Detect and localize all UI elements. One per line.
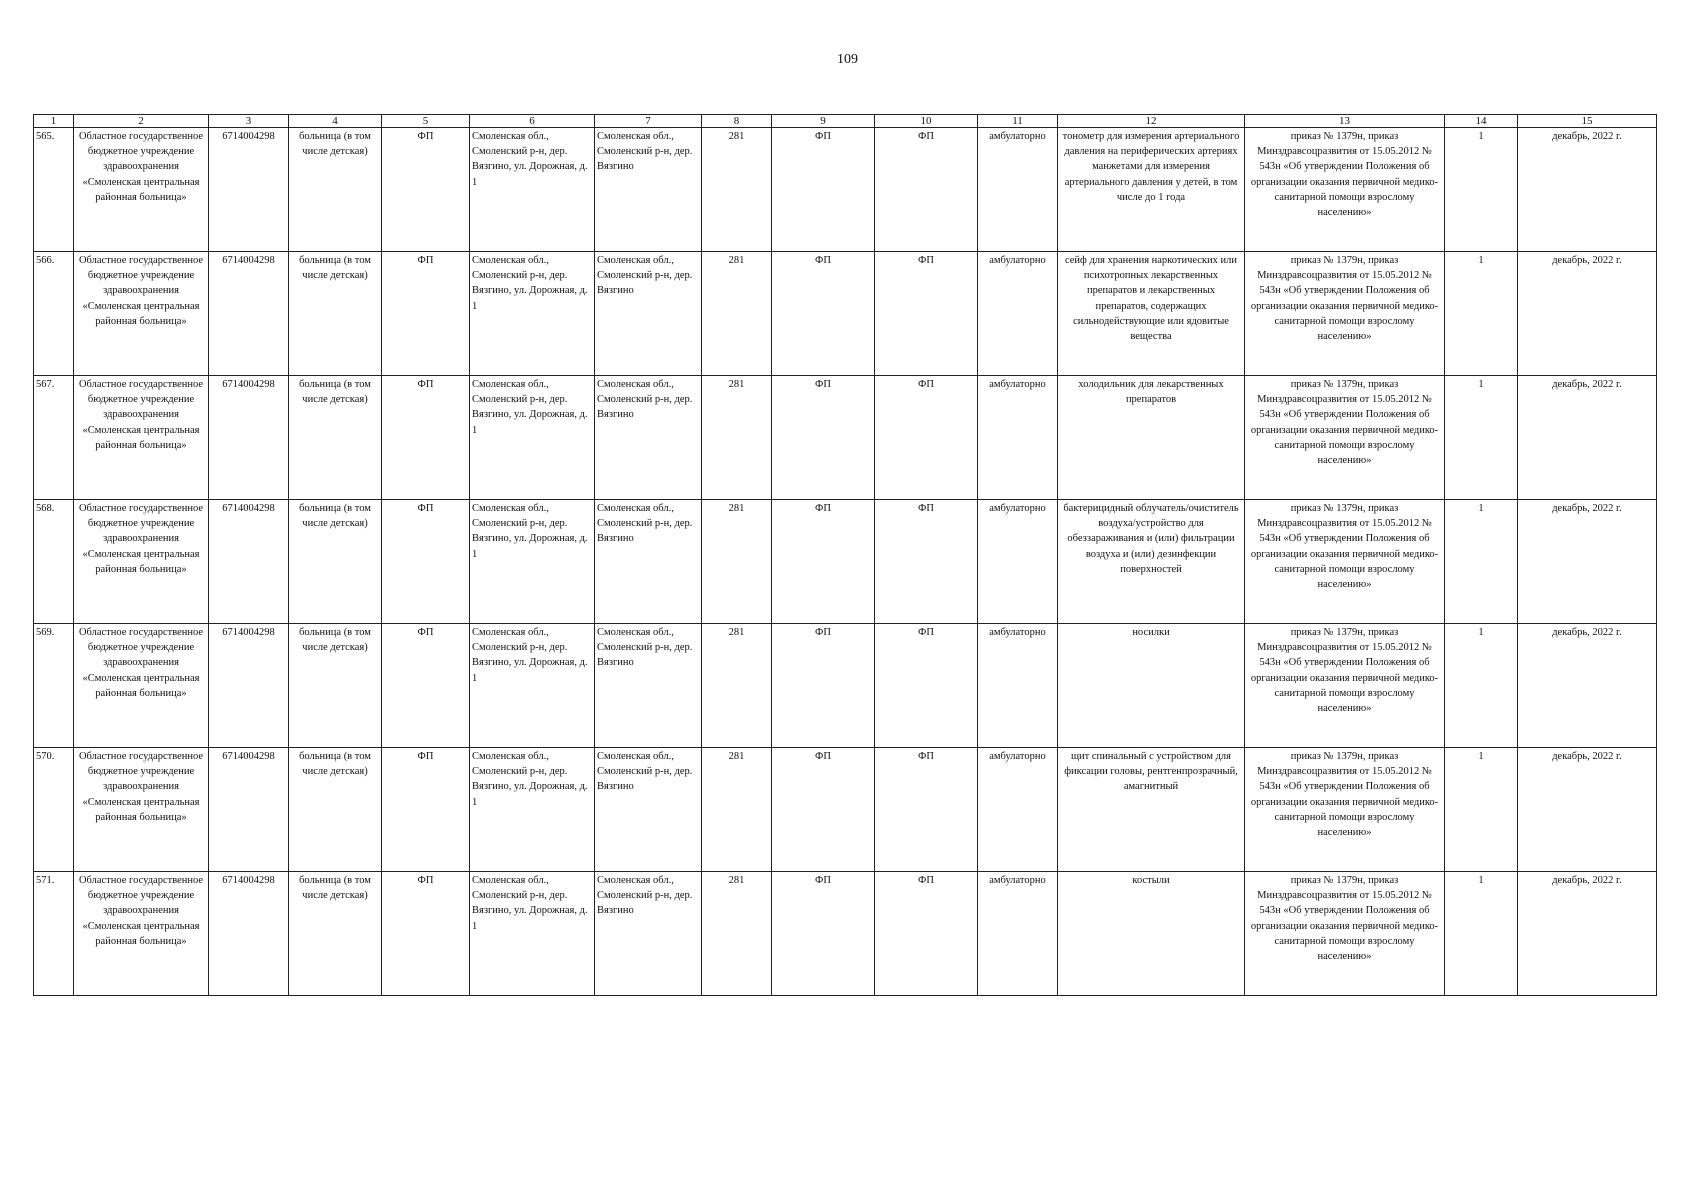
facility-type: больница (в том числе детская) [289, 500, 382, 624]
quantity: 1 [1445, 624, 1518, 748]
facility-address: Смоленская обл., Смоленский р-н, дер. Вязгино, ул. Дорожная, д. 1 [470, 128, 595, 252]
row-number: 571. [34, 872, 74, 996]
table-row [34, 500, 1657, 624]
care-condition: амбулаторно [978, 624, 1058, 748]
column-header: 4 [289, 115, 382, 128]
inn-code: 6714004298 [209, 872, 289, 996]
care-condition: амбулаторно [978, 748, 1058, 872]
inn-code: 6714004298 [209, 500, 289, 624]
unit-type: ФП [382, 624, 470, 748]
organization-name: Областное государственное бюджетное учреждение здравоохранения «Смоленская центральная районная больница» [74, 500, 209, 624]
equipment-name: костыли [1058, 872, 1245, 996]
inn-code: 6714004298 [209, 128, 289, 252]
facility-address: Смоленская обл., Смоленский р-н, дер. Вязгино, ул. Дорожная, д. 1 [470, 500, 595, 624]
locality: Смоленская обл., Смоленский р-н, дер. Вязгино [595, 128, 702, 252]
locality: Смоленская обл., Смоленский р-н, дер. Вязгино [595, 624, 702, 748]
care-condition: амбулаторно [978, 872, 1058, 996]
unit-type: ФП [382, 748, 470, 872]
equipment-name: холодильник для лекарственных препаратов [1058, 376, 1245, 500]
regulatory-order: приказ № 1379н, приказ Минздравсоцразвития от 15.05.2012 № 543н «Об утверждении Положения об организации оказания первичной медико-санитарной помощи взрослому населению» [1245, 500, 1445, 624]
table-row [34, 748, 1657, 872]
table-row [34, 252, 1657, 376]
equipment-name: тонометр для измерения артериального давления на периферических артериях манжетами для измерения артериального давления у детей, в том числе до 1 года [1058, 128, 1245, 252]
delivery-date: декабрь, 2022 г. [1518, 128, 1657, 252]
locality: Смоленская обл., Смоленский р-н, дер. Вязгино [595, 252, 702, 376]
facility-type: больница (в том числе детская) [289, 128, 382, 252]
unit-type-2: ФП [772, 252, 875, 376]
code-value: 281 [702, 500, 772, 624]
code-value: 281 [702, 128, 772, 252]
column-header: 10 [875, 115, 978, 128]
row-number: 567. [34, 376, 74, 500]
code-value: 281 [702, 624, 772, 748]
inn-code: 6714004298 [209, 624, 289, 748]
unit-type: ФП [382, 376, 470, 500]
facility-address: Смоленская обл., Смоленский р-н, дер. Вязгино, ул. Дорожная, д. 1 [470, 252, 595, 376]
regulatory-order: приказ № 1379н, приказ Минздравсоцразвития от 15.05.2012 № 543н «Об утверждении Положения об организации оказания первичной медико-санитарной помощи взрослому населению» [1245, 376, 1445, 500]
organization-name: Областное государственное бюджетное учреждение здравоохранения «Смоленская центральная районная больница» [74, 748, 209, 872]
organization-name: Областное государственное бюджетное учреждение здравоохранения «Смоленская центральная районная больница» [74, 128, 209, 252]
unit-type-2: ФП [772, 748, 875, 872]
equipment-registry-table [33, 114, 1657, 996]
unit-type-2: ФП [772, 500, 875, 624]
facility-type: больница (в том числе детская) [289, 376, 382, 500]
column-header: 15 [1518, 115, 1657, 128]
delivery-date: декабрь, 2022 г. [1518, 376, 1657, 500]
column-header: 6 [470, 115, 595, 128]
row-number: 568. [34, 500, 74, 624]
column-header: 11 [978, 115, 1058, 128]
column-header: 8 [702, 115, 772, 128]
quantity: 1 [1445, 376, 1518, 500]
quantity: 1 [1445, 748, 1518, 872]
facility-address: Смоленская обл., Смоленский р-н, дер. Вязгино, ул. Дорожная, д. 1 [470, 872, 595, 996]
regulatory-order: приказ № 1379н, приказ Минздравсоцразвития от 15.05.2012 № 543н «Об утверждении Положения об организации оказания первичной медико-санитарной помощи взрослому населению» [1245, 624, 1445, 748]
code-value: 281 [702, 376, 772, 500]
column-header: 13 [1245, 115, 1445, 128]
organization-name: Областное государственное бюджетное учреждение здравоохранения «Смоленская центральная районная больница» [74, 376, 209, 500]
regulatory-order: приказ № 1379н, приказ Минздравсоцразвития от 15.05.2012 № 543н «Об утверждении Положения об организации оказания первичной медико-санитарной помощи взрослому населению» [1245, 872, 1445, 996]
facility-type: больница (в том числе детская) [289, 252, 382, 376]
care-condition: амбулаторно [978, 500, 1058, 624]
column-header: 12 [1058, 115, 1245, 128]
delivery-date: декабрь, 2022 г. [1518, 872, 1657, 996]
quantity: 1 [1445, 128, 1518, 252]
table-row [34, 128, 1657, 252]
row-number: 565. [34, 128, 74, 252]
care-condition: амбулаторно [978, 376, 1058, 500]
locality: Смоленская обл., Смоленский р-н, дер. Вязгино [595, 872, 702, 996]
unit-type: ФП [382, 128, 470, 252]
unit-type: ФП [382, 252, 470, 376]
quantity: 1 [1445, 872, 1518, 996]
column-header: 7 [595, 115, 702, 128]
row-number: 569. [34, 624, 74, 748]
column-header-row [34, 115, 1657, 128]
unit-type-3: ФП [875, 500, 978, 624]
equipment-name: щит спинальный с устройством для фиксации головы, рентгенпрозрачный, амагнитный [1058, 748, 1245, 872]
locality: Смоленская обл., Смоленский р-н, дер. Вязгино [595, 500, 702, 624]
quantity: 1 [1445, 500, 1518, 624]
unit-type: ФП [382, 500, 470, 624]
column-header: 14 [1445, 115, 1518, 128]
unit-type-2: ФП [772, 128, 875, 252]
organization-name: Областное государственное бюджетное учреждение здравоохранения «Смоленская центральная районная больница» [74, 872, 209, 996]
delivery-date: декабрь, 2022 г. [1518, 500, 1657, 624]
unit-type-2: ФП [772, 624, 875, 748]
equipment-name: носилки [1058, 624, 1245, 748]
unit-type-3: ФП [875, 252, 978, 376]
facility-type: больница (в том числе детская) [289, 748, 382, 872]
delivery-date: декабрь, 2022 г. [1518, 624, 1657, 748]
row-number: 566. [34, 252, 74, 376]
unit-type: ФП [382, 872, 470, 996]
table-row [34, 376, 1657, 500]
code-value: 281 [702, 252, 772, 376]
organization-name: Областное государственное бюджетное учреждение здравоохранения «Смоленская центральная районная больница» [74, 252, 209, 376]
locality: Смоленская обл., Смоленский р-н, дер. Вязгино [595, 748, 702, 872]
page-number: 109 [837, 52, 858, 67]
row-number: 570. [34, 748, 74, 872]
column-header: 9 [772, 115, 875, 128]
quantity: 1 [1445, 252, 1518, 376]
facility-address: Смоленская обл., Смоленский р-н, дер. Вязгино, ул. Дорожная, д. 1 [470, 748, 595, 872]
table-body [34, 128, 1657, 996]
unit-type-3: ФП [875, 872, 978, 996]
column-header: 5 [382, 115, 470, 128]
care-condition: амбулаторно [978, 128, 1058, 252]
equipment-name: бактерицидный облучатель/очиститель воздуха/устройство для обеззараживания и (или) фильтрации воздуха и (или) дезинфекции поверхностей [1058, 500, 1245, 624]
table-row [34, 872, 1657, 996]
unit-type-3: ФП [875, 748, 978, 872]
regulatory-order: приказ № 1379н, приказ Минздравсоцразвития от 15.05.2012 № 543н «Об утверждении Положения об организации оказания первичной медико-санитарной помощи взрослому населению» [1245, 128, 1445, 252]
code-value: 281 [702, 872, 772, 996]
facility-address: Смоленская обл., Смоленский р-н, дер. Вязгино, ул. Дорожная, д. 1 [470, 376, 595, 500]
equipment-name: сейф для хранения наркотических или психотропных лекарственных препаратов и лекарственных препаратов, содержащих сильнодействующие или ядовитые вещества [1058, 252, 1245, 376]
care-condition: амбулаторно [978, 252, 1058, 376]
column-header: 1 [34, 115, 74, 128]
locality: Смоленская обл., Смоленский р-н, дер. Вязгино [595, 376, 702, 500]
facility-address: Смоленская обл., Смоленский р-н, дер. Вязгино, ул. Дорожная, д. 1 [470, 624, 595, 748]
column-header: 2 [74, 115, 209, 128]
table-row [34, 624, 1657, 748]
regulatory-order: приказ № 1379н, приказ Минздравсоцразвития от 15.05.2012 № 543н «Об утверждении Положения об организации оказания первичной медико-санитарной помощи взрослому населению» [1245, 748, 1445, 872]
organization-name: Областное государственное бюджетное учреждение здравоохранения «Смоленская центральная районная больница» [74, 624, 209, 748]
facility-type: больница (в том числе детская) [289, 872, 382, 996]
unit-type-2: ФП [772, 872, 875, 996]
regulatory-order: приказ № 1379н, приказ Минздравсоцразвития от 15.05.2012 № 543н «Об утверждении Положения об организации оказания первичной медико-санитарной помощи взрослому населению» [1245, 252, 1445, 376]
code-value: 281 [702, 748, 772, 872]
unit-type-3: ФП [875, 376, 978, 500]
unit-type-3: ФП [875, 624, 978, 748]
facility-type: больница (в том числе детская) [289, 624, 382, 748]
delivery-date: декабрь, 2022 г. [1518, 748, 1657, 872]
inn-code: 6714004298 [209, 748, 289, 872]
unit-type-3: ФП [875, 128, 978, 252]
column-header: 3 [209, 115, 289, 128]
inn-code: 6714004298 [209, 252, 289, 376]
unit-type-2: ФП [772, 376, 875, 500]
delivery-date: декабрь, 2022 г. [1518, 252, 1657, 376]
inn-code: 6714004298 [209, 376, 289, 500]
